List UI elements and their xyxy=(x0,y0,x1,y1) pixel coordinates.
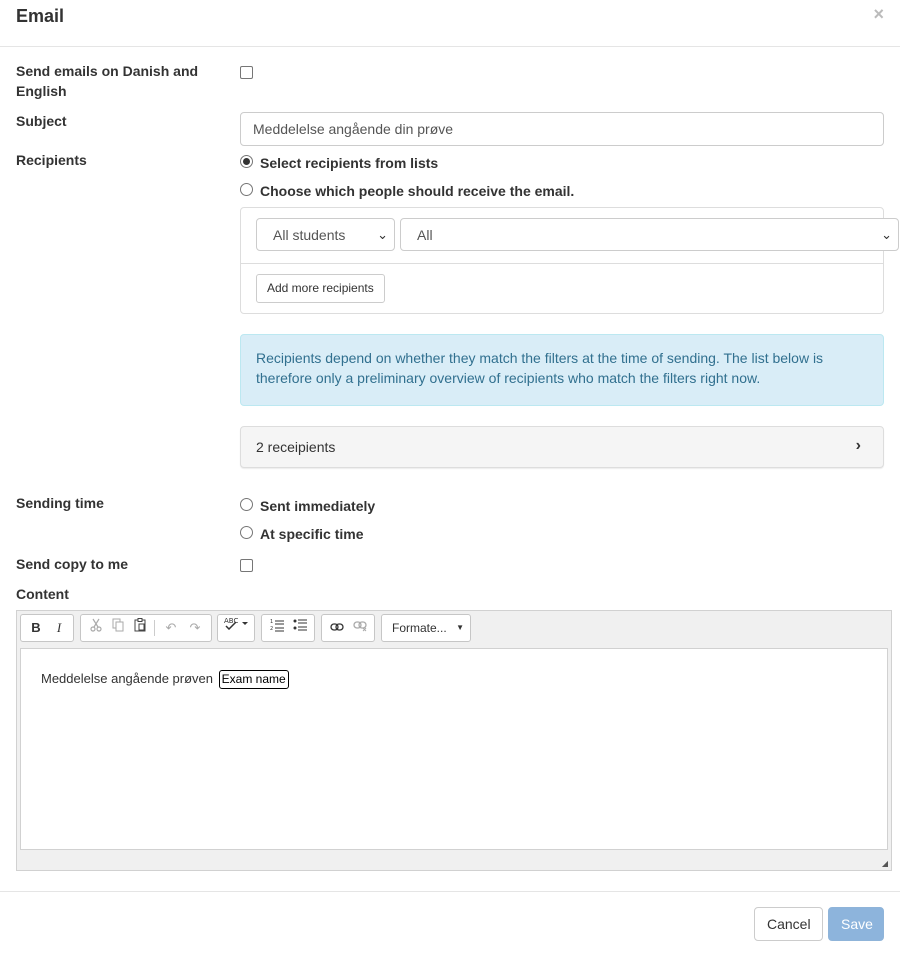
dialog-header xyxy=(0,0,900,47)
panel-divider xyxy=(241,263,883,264)
bullet-list-icon[interactable] xyxy=(288,615,312,641)
undo-icon[interactable]: ↶ xyxy=(165,620,177,635)
recipients-info-alert: Recipients depend on whether they match the filters at the time of sending. The list below is therefore only a preliminary overview of recipients who match the filters right now. xyxy=(240,334,884,406)
dialog-footer xyxy=(0,891,900,957)
send-immediately-radio[interactable] xyxy=(240,498,253,511)
send-specific-time-radio[interactable] xyxy=(240,526,253,539)
recipient-value-select[interactable] xyxy=(400,218,899,251)
send-immediately-label[interactable]: Sent immediately xyxy=(260,498,376,514)
subject-label: Subject xyxy=(16,113,67,129)
rich-text-editor xyxy=(16,610,892,871)
recipient-count: 2 receipients xyxy=(256,439,336,455)
editor-body-text: Meddelelse angående prøven xyxy=(41,671,214,686)
toolbar-group-spell xyxy=(217,614,255,642)
svg-text:ABC: ABC xyxy=(224,617,239,625)
bilingual-checkbox[interactable] xyxy=(240,66,253,79)
content-label: Content xyxy=(16,586,69,602)
recipient-count-toggle[interactable] xyxy=(240,426,884,468)
recipient-group-select[interactable] xyxy=(256,218,395,251)
toolbar-group-clipboard xyxy=(80,614,212,642)
recipient-group-value: All students xyxy=(273,227,346,243)
cut-icon[interactable] xyxy=(84,615,108,641)
recipient-mode-people-radio[interactable] xyxy=(240,183,253,196)
resize-grip-icon[interactable]: ◢ xyxy=(881,859,888,868)
bold-button[interactable]: B xyxy=(31,620,41,635)
redo-icon[interactable]: ↷ xyxy=(189,620,201,635)
recipients-label: Recipients xyxy=(16,152,87,168)
sending-time-label: Sending time xyxy=(16,495,104,511)
add-recipients-button[interactable]: Add more recipients xyxy=(256,274,385,303)
recipient-value-value: All xyxy=(417,227,433,243)
unlink-icon[interactable] xyxy=(348,615,372,641)
caret-down-icon: ▼ xyxy=(456,623,464,632)
editor-content-area[interactable] xyxy=(20,648,888,850)
editor-body xyxy=(41,670,289,689)
recipient-mode-lists-radio[interactable] xyxy=(240,155,253,168)
recipient-mode-lists-label[interactable]: Select recipients from lists xyxy=(260,155,439,171)
toolbar-separator xyxy=(154,620,155,636)
svg-text:1: 1 xyxy=(270,619,274,625)
link-icon[interactable] xyxy=(325,615,349,641)
copy-label: Send copy to me xyxy=(16,556,129,572)
chevron-down-icon: ⌄ xyxy=(377,227,388,242)
copy-checkbox[interactable] xyxy=(240,559,253,572)
numbered-list-icon[interactable] xyxy=(265,615,289,641)
italic-button[interactable]: I xyxy=(56,620,62,635)
toolbar-group-style xyxy=(20,614,74,642)
subject-input[interactable]: Meddelelse angående din prøve xyxy=(240,112,884,146)
exam-name-placeholder[interactable]: Exam name xyxy=(219,670,289,689)
svg-text:2: 2 xyxy=(270,626,274,632)
copy-icon[interactable] xyxy=(106,615,130,641)
format-dropdown-label: Formate... xyxy=(392,621,447,635)
format-dropdown[interactable] xyxy=(381,614,471,642)
recipient-filter-panel xyxy=(240,207,892,314)
send-specific-time-label[interactable]: At specific time xyxy=(260,526,364,542)
close-icon[interactable]: × xyxy=(873,4,884,24)
spellcheck-icon[interactable] xyxy=(221,615,251,641)
bilingual-label: Send emails on Danish and English xyxy=(16,63,199,99)
save-button[interactable]: Save xyxy=(828,907,884,941)
chevron-down-icon: ⌄ xyxy=(881,227,892,242)
cancel-button[interactable]: Cancel xyxy=(754,907,823,941)
paste-icon[interactable] xyxy=(128,615,152,641)
dialog-title: Email xyxy=(16,6,65,26)
chevron-right-icon: › xyxy=(855,437,861,454)
toolbar-group-links xyxy=(321,614,375,642)
toolbar-group-lists xyxy=(261,614,315,642)
recipient-mode-people-label[interactable]: Choose which people should receive the email. xyxy=(260,183,575,199)
